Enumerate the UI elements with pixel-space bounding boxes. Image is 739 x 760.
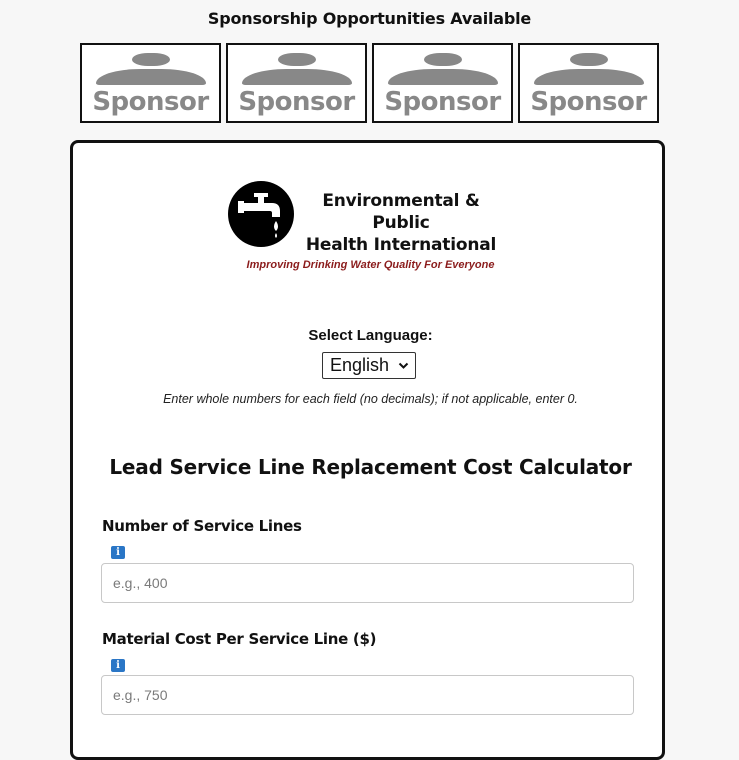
sponsor-row [80, 43, 659, 123]
org-tagline: Improving Drinking Water Quality For Everyone [246, 259, 495, 271]
sponsor-slot-4[interactable] [518, 43, 659, 123]
person-head-icon [278, 53, 316, 66]
service-lines-label: Number of Service Lines [102, 517, 302, 535]
person-shoulders-icon [388, 69, 498, 85]
language-selected-value: English [330, 355, 390, 375]
person-shoulders-icon [242, 69, 352, 85]
sponsor-label: Sponsor [530, 87, 647, 117]
sponsor-slot-3[interactable] [372, 43, 513, 123]
calculator-title: Lead Service Line Replacement Cost Calculator [109, 455, 632, 479]
sponsor-label: Sponsor [238, 87, 355, 117]
person-head-icon [132, 53, 170, 66]
material-cost-label: Material Cost Per Service Line ($) [102, 630, 377, 648]
person-head-icon [570, 53, 608, 66]
calculator-panel [70, 140, 665, 760]
language-label: Select Language: [308, 327, 433, 344]
instruction-hint: Enter whole numbers for each field (no decimals); if not applicable, enter 0. [163, 392, 578, 406]
chevron-down-icon [398, 360, 409, 371]
sponsor-slot-2[interactable] [226, 43, 367, 123]
faucet-logo-icon [228, 181, 294, 247]
sponsorship-heading: Sponsorship Opportunities Available [207, 9, 532, 28]
service-lines-input[interactable] [101, 563, 634, 603]
person-head-icon [424, 53, 462, 66]
material-cost-input[interactable] [101, 675, 634, 715]
sponsor-slot-1[interactable] [80, 43, 221, 123]
organization-name [291, 190, 511, 256]
sponsor-label: Sponsor [92, 87, 209, 117]
info-icon[interactable]: i [111, 546, 125, 559]
info-icon[interactable]: i [111, 659, 125, 672]
org-name-line-1: Environmental & Public [322, 191, 480, 233]
org-name-line-2: Health International [305, 235, 497, 255]
person-shoulders-icon [96, 69, 206, 85]
person-shoulders-icon [534, 69, 644, 85]
language-select[interactable] [322, 352, 416, 379]
sponsor-label: Sponsor [384, 87, 501, 117]
